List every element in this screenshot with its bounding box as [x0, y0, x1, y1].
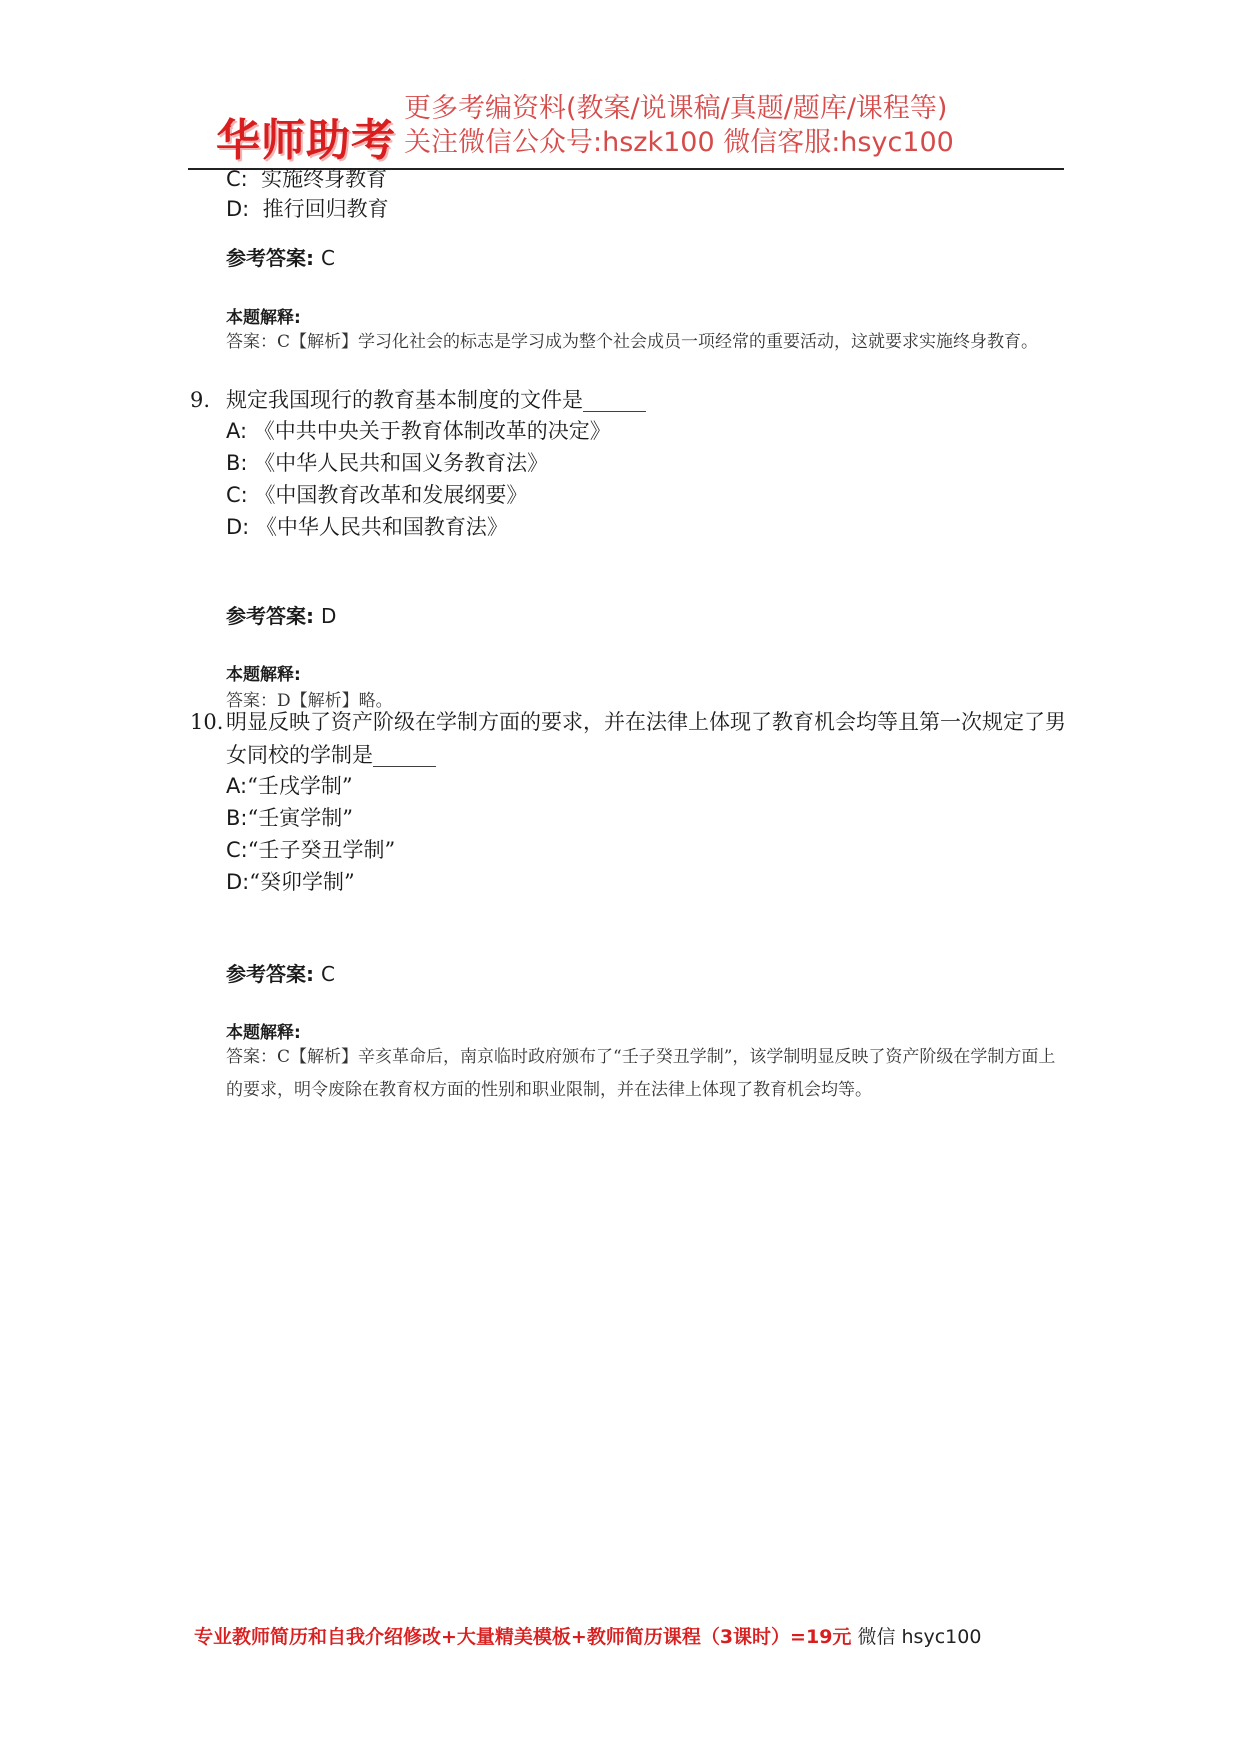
question-9-text: 规定我国现行的教育基本制度的文件是______ — [226, 388, 646, 412]
question-9: 9. 规定我国现行的教育基本制度的文件是______ — [190, 384, 1070, 417]
q9-option-a: A: 《中共中央关于教育体制改革的决定》 — [226, 419, 611, 443]
prev-option-c: C: 实施终身教育 — [226, 167, 388, 191]
q10-option-a: A:“壬戌学制” — [226, 774, 353, 798]
q9-answer: 参考答案: D — [226, 604, 337, 628]
q10-option-c: C:“壬子癸丑学制” — [226, 838, 396, 862]
question-10: 10. 明显反映了资产阶级在学制方面的要求，并在法律上体现了教育机会均等且第一次规定了男女同校的学制是______ — [190, 706, 1070, 772]
q10-answer: 参考答案: C — [226, 962, 335, 986]
q9-option-c: C: 《中国教育改革和发展纲要》 — [226, 483, 528, 507]
prev-explanation-text: 答案：C【解析】学习化社会的标志是学习成为整个社会成员一项经常的重要活动，这就要求实施终身教育。 — [226, 332, 1039, 352]
footer-promo: 专业教师简历和自我介绍修改+大量精美模板+教师简历课程（3课时）=19元 — [194, 1626, 852, 1648]
q10-explanation-text: 答案：C【解析】辛亥革命后，南京临时政府颁布了“壬子癸丑学制”，该学制明显反映了资产阶级在学制方面上的要求，明令废除在教育权方面的性别和职业限制，并在法律上体现了教育机会均等。 — [226, 1047, 1056, 1100]
slogan-line-1: 更多考编资料(教案/说课稿/真题/题库/课程等) — [404, 93, 948, 124]
brand-logo: 华师助考 — [216, 115, 396, 166]
footer-ad — [194, 1622, 981, 1649]
q10-explanation-label: 本题解释: — [226, 1023, 301, 1043]
footer-contact: 微信 hsyc100 — [851, 1626, 982, 1648]
slogan-line-2: 关注微信公众号:hszk100 微信客服:hsyc100 — [404, 127, 954, 158]
q9-option-d: D: 《中华人民共和国教育法》 — [226, 515, 508, 539]
header-slogan — [404, 92, 954, 160]
q9-explanation-text: 答案：D【解析】略。 — [226, 691, 393, 711]
q10-option-d: D:“癸卯学制” — [226, 870, 355, 894]
header-banner — [188, 88, 1064, 172]
prev-explanation-label: 本题解释: — [226, 308, 301, 328]
q10-option-b: B:“壬寅学制” — [226, 806, 353, 830]
prev-option-d: D: 推行回归教育 — [226, 197, 389, 221]
q9-option-b: B: 《中华人民共和国义务教育法》 — [226, 451, 549, 475]
q9-explanation-label: 本题解释: — [226, 665, 301, 685]
prev-answer: 参考答案: C — [226, 246, 335, 270]
question-10-text: 明显反映了资产阶级在学制方面的要求，并在法律上体现了教育机会均等且第一次规定了男女同校的学制是______ — [226, 710, 1066, 767]
